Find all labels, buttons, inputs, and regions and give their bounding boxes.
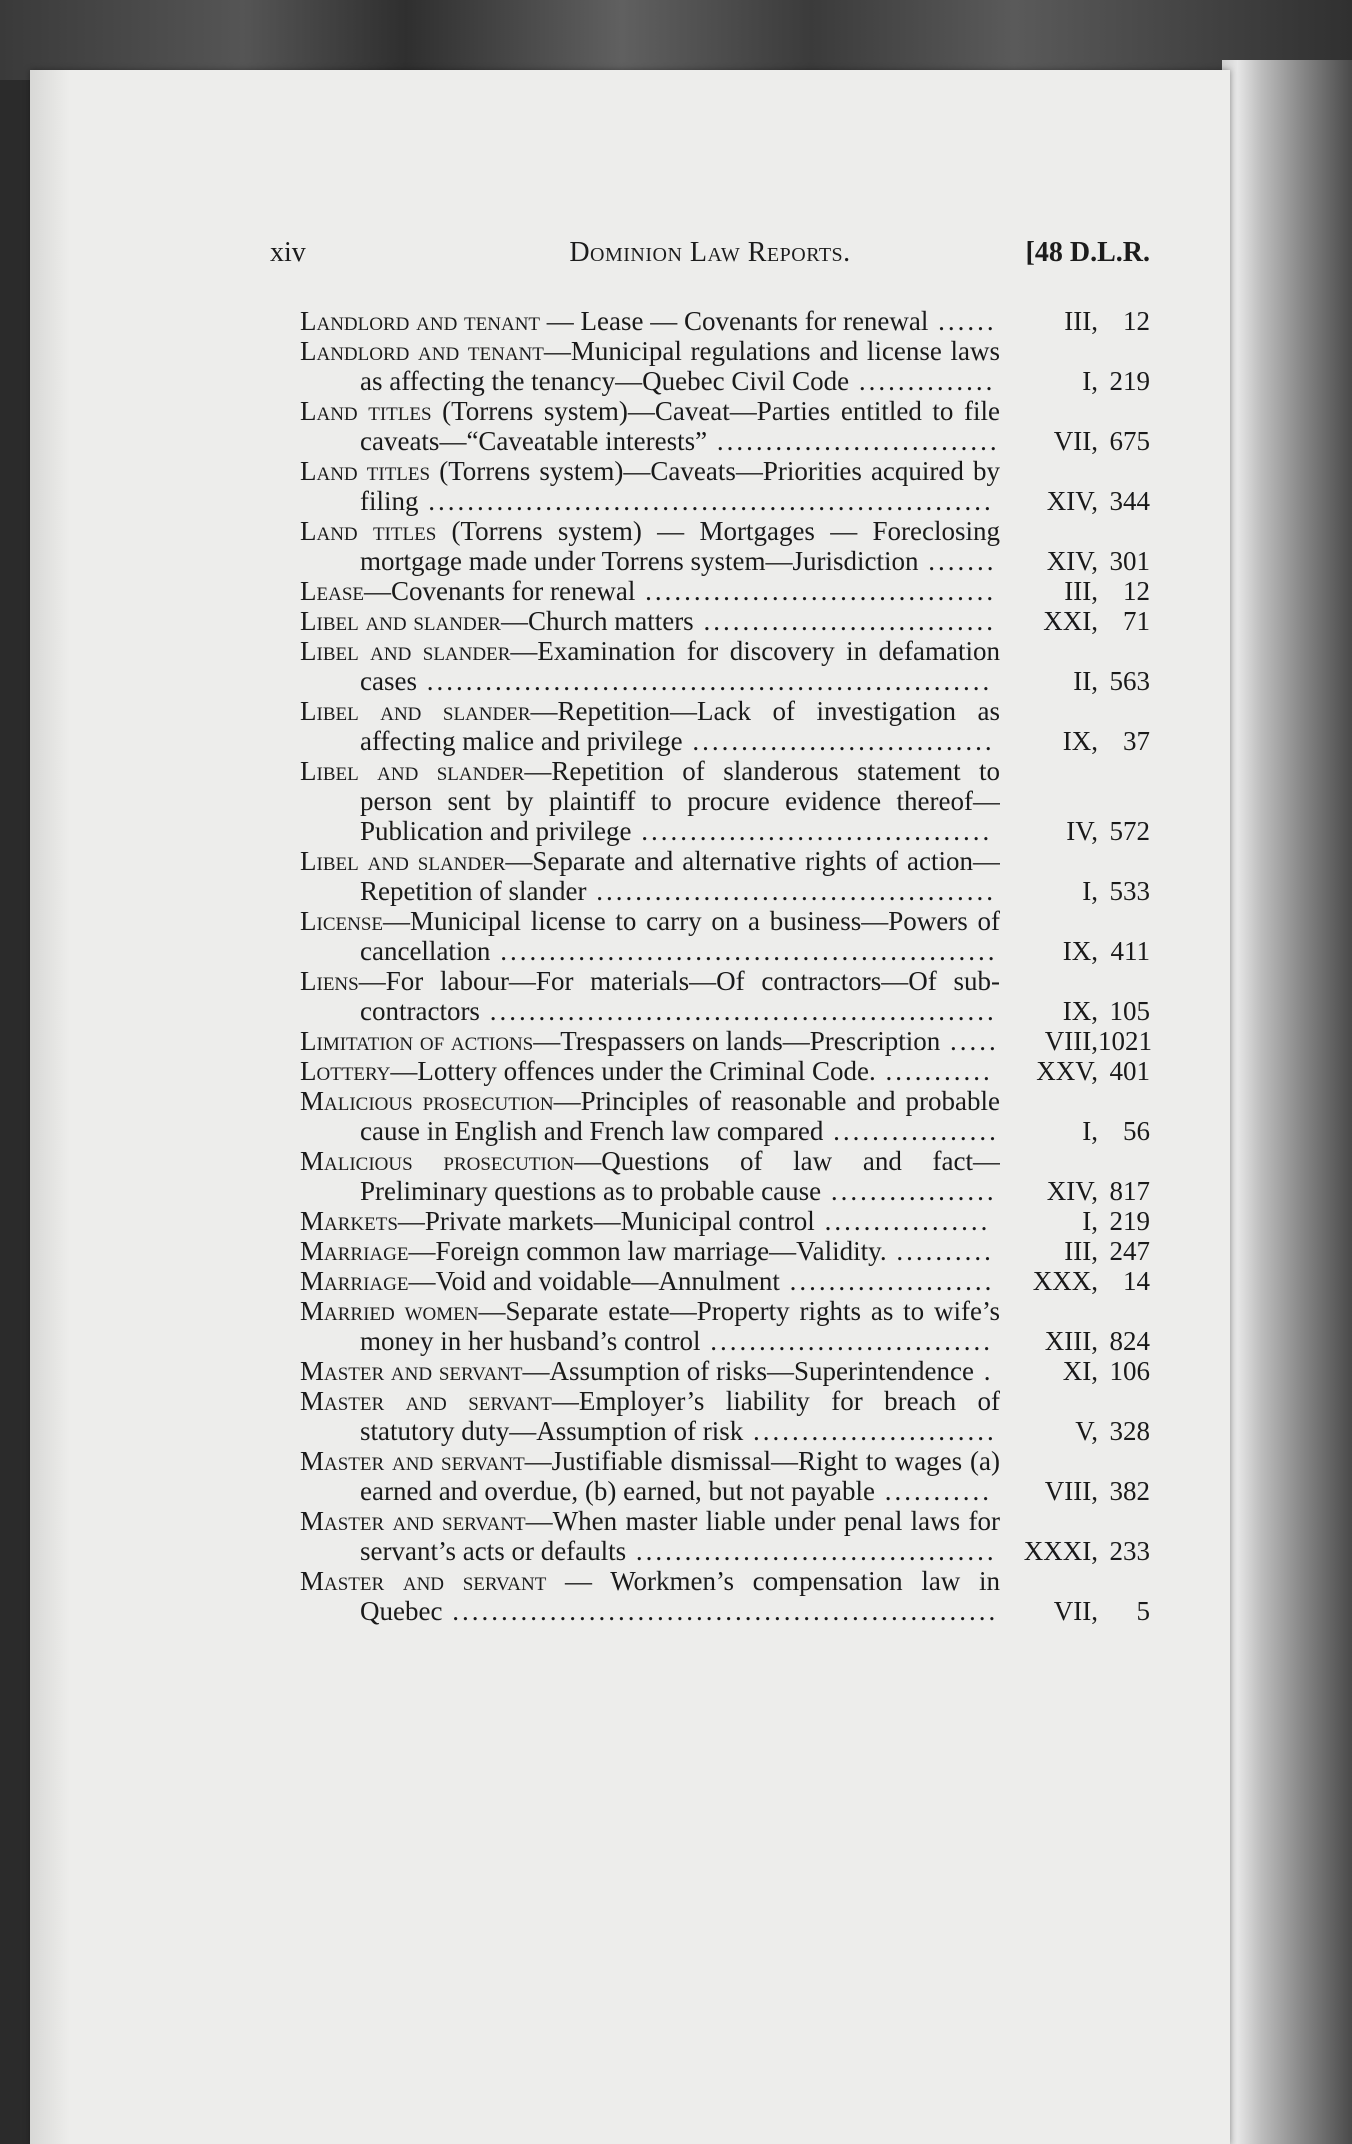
entry-text — [300, 1566, 1000, 1626]
entry-reference — [1000, 366, 1150, 396]
index-entry — [300, 906, 1150, 966]
entry-reference — [1000, 1326, 1150, 1356]
reference-volume: VII, — [1053, 426, 1098, 456]
reference-volume: III, — [1064, 306, 1098, 336]
reference-volume: I, — [1082, 366, 1098, 396]
running-title: Dominion Law Reports. — [569, 237, 851, 268]
dot-leader: ........... — [875, 1056, 993, 1086]
dot-leader: ............................... — [682, 726, 995, 756]
dot-leader: .................................................... — [479, 996, 997, 1026]
entry-reference — [1000, 1056, 1150, 1086]
reference-volume: I, — [1082, 1206, 1098, 1236]
entry-heading: Land titles — [300, 456, 431, 486]
page-number: xiv — [270, 237, 306, 268]
entry-text — [300, 1086, 1000, 1146]
reference-page: 14 — [1123, 1266, 1150, 1296]
entry-reference — [1000, 666, 1150, 696]
entry-description: —Repetition—Lack of investigation as affecting malice and privilege — [360, 696, 1000, 756]
index-entry — [300, 1296, 1150, 1356]
entry-heading: Libel and slander — [300, 846, 506, 876]
dot-leader: ........... — [875, 1476, 993, 1506]
entry-description: — Workmen’s compensation law in Quebec — [360, 1566, 1000, 1626]
entry-text — [300, 966, 1000, 1026]
dot-leader: ................. — [814, 1206, 991, 1236]
entry-description: —Municipal license to carry on a business—Powers of cancellation — [360, 906, 1000, 966]
reference-page: 71 — [1123, 606, 1150, 636]
entry-text — [300, 456, 1000, 516]
dot-leader: .................................... — [631, 816, 993, 846]
dot-leader: ..................................... — [626, 1536, 997, 1566]
reference-volume: XIV, — [1046, 1176, 1098, 1206]
reference-volume: VII, — [1053, 1596, 1098, 1626]
entry-heading: Malicious prosecution — [300, 1146, 575, 1176]
entry-text — [300, 336, 1000, 396]
entry-heading: Master and servant — [300, 1446, 525, 1476]
index-entry — [300, 1446, 1150, 1506]
entry-reference — [1000, 426, 1150, 456]
reference-volume: IX, — [1062, 996, 1098, 1026]
entry-description: —Examination for discovery in defamation cases — [360, 636, 1000, 696]
reference-page: 328 — [1109, 1416, 1150, 1446]
entry-reference — [1000, 726, 1150, 756]
entry-heading: Libel and slander — [300, 606, 501, 636]
index-entry — [300, 1566, 1150, 1626]
entry-description: (Torrens system)—Caveats—Priorities acquired by filing — [360, 456, 1000, 516]
dot-leader: ................. — [823, 1116, 999, 1146]
entry-reference — [1000, 1236, 1150, 1266]
reference-page: 247 — [1109, 1236, 1150, 1266]
entry-description: —Covenants for renewal — [364, 576, 636, 606]
reference-page: 219 — [1109, 1206, 1150, 1236]
reference-volume: III, — [1064, 576, 1098, 606]
entry-heading: Master and servant — [300, 1386, 552, 1416]
entry-reference — [1000, 1596, 1150, 1626]
index-entry — [300, 1266, 1150, 1296]
reference-page: 824 — [1109, 1326, 1150, 1356]
entry-text — [300, 576, 1000, 606]
reference-volume: I, — [1082, 876, 1098, 906]
entry-description: —Justifiable dismissal—Right to wages (a) earned and overdue, (b) earned, but not payable — [360, 1446, 1000, 1506]
index-entry — [300, 696, 1150, 756]
entry-description: —Trespassers on lands—Prescription — [533, 1026, 941, 1056]
entry-reference — [1000, 486, 1150, 516]
entry-text — [300, 1206, 1000, 1236]
reference-page: 572 — [1109, 816, 1150, 846]
reference-volume: VIII, — [1044, 1026, 1098, 1056]
entry-heading: Married women — [300, 1296, 479, 1326]
entry-text — [300, 306, 1000, 336]
reference-page: 1021 — [1098, 1026, 1152, 1056]
index-entry — [300, 456, 1150, 516]
entry-description: —Private markets—Municipal control — [397, 1206, 815, 1236]
reference-page: 411 — [1110, 936, 1150, 966]
entry-description: —Municipal regulations and license laws as affecting the tenancy—Quebec Civil Code — [360, 336, 1000, 396]
entry-reference — [1000, 1266, 1150, 1296]
entry-reference — [1000, 1116, 1150, 1146]
entry-description: — Lease — Covenants for renewal — [540, 306, 929, 336]
dot-leader: ............................. — [700, 1326, 993, 1356]
entry-reference — [1000, 1026, 1150, 1056]
entry-text — [300, 1026, 1000, 1056]
index-entry — [300, 1356, 1150, 1386]
reference-page: 106 — [1109, 1356, 1150, 1386]
dot-leader: ....... — [918, 546, 997, 576]
reference-page: 12 — [1123, 306, 1150, 336]
entry-description: —Separate estate—Property rights as to wife’s money in her husband’s control — [360, 1296, 1000, 1356]
reference-volume: V, — [1075, 1416, 1098, 1446]
entry-description: (Torrens system)—Caveat—Parties entitled to file caveats—“Caveatable interests” — [360, 396, 1000, 456]
reference-page: 105 — [1109, 996, 1150, 1026]
index-entry — [300, 1056, 1150, 1086]
reference-volume: XI, — [1062, 1356, 1098, 1386]
entry-reference — [1000, 306, 1150, 336]
reference-page: 344 — [1109, 486, 1150, 516]
entry-reference — [1000, 1356, 1150, 1386]
index-entry — [300, 396, 1150, 456]
entry-description: —When master liable under penal laws for servant’s acts or defaults — [360, 1506, 1000, 1566]
entry-heading: Landlord and tenant — [300, 306, 541, 336]
entry-heading: Libel and slander — [300, 696, 531, 726]
reference-volume: XXXI, — [1023, 1536, 1098, 1566]
entry-reference — [1000, 1176, 1150, 1206]
reference-volume: XIV, — [1046, 486, 1098, 516]
entry-heading: Land titles — [300, 396, 432, 426]
entry-text — [300, 906, 1000, 966]
reference-volume: II, — [1073, 666, 1098, 696]
dot-leader: .................................... — [635, 576, 997, 606]
dot-leader: .......... — [886, 1236, 994, 1266]
index-entry — [300, 1146, 1150, 1206]
entry-heading: Limitation of actions — [300, 1026, 534, 1056]
reference-volume: XXV, — [1036, 1056, 1098, 1086]
entry-text — [300, 1506, 1000, 1566]
entry-description: —Void and voidable—Annulment — [408, 1266, 780, 1296]
entry-text — [300, 636, 1000, 696]
dot-leader: .......................................................... — [416, 666, 993, 696]
reference-page: 12 — [1123, 576, 1150, 606]
dot-leader: ................................................... — [490, 936, 998, 966]
index-entry — [300, 1206, 1150, 1236]
entry-text — [300, 516, 1000, 576]
reference-volume: I, — [1082, 1116, 1098, 1146]
entry-description: —Separate and alternative rights of action—Repetition of slander — [360, 846, 1000, 906]
reference-page: 382 — [1109, 1476, 1150, 1506]
reference-volume: XXI, — [1043, 606, 1098, 636]
entry-text — [300, 606, 1000, 636]
entry-heading: Lease — [300, 576, 364, 606]
reference-page: 563 — [1109, 666, 1150, 696]
reference-page: 56 — [1123, 1116, 1150, 1146]
running-header — [270, 237, 1150, 277]
dot-leader: ..... — [940, 1026, 999, 1056]
index-entry — [300, 1506, 1150, 1566]
index-entry — [300, 846, 1150, 906]
index-entry — [300, 306, 1150, 336]
dot-leader: .......................................................... — [418, 486, 994, 516]
dot-leader: ...... — [928, 306, 997, 336]
dot-leader: ............................. — [707, 426, 1000, 456]
entry-description: —Church matters — [500, 606, 694, 636]
entry-text — [300, 1386, 1000, 1446]
entry-heading: Malicious prosecution — [300, 1086, 554, 1116]
entry-description: —Foreign common law marriage—Validity. — [408, 1236, 887, 1266]
entry-description: (Torrens system) — Mortgages — Foreclosing mortgage made under Torrens system—Jurisdiction — [360, 516, 1000, 576]
reference-page: 219 — [1109, 366, 1150, 396]
entry-reference — [1000, 576, 1150, 606]
reference-page: 533 — [1109, 876, 1150, 906]
entry-heading: Libel and slander — [300, 756, 525, 786]
index-entries — [300, 306, 1150, 1626]
page-gutter-shade — [30, 70, 70, 2144]
entry-heading: Land titles — [300, 516, 437, 546]
entry-heading: Master and servant — [300, 1356, 523, 1386]
reference-volume: IX, — [1062, 726, 1098, 756]
dot-leader: ......................... — [743, 1416, 997, 1446]
reference-volume: XXX, — [1032, 1266, 1098, 1296]
entry-heading: Liens — [300, 966, 359, 996]
index-entry — [300, 1236, 1150, 1266]
entry-text — [300, 1146, 1000, 1206]
entry-text — [300, 1236, 1000, 1266]
index-entry — [300, 1386, 1150, 1446]
entry-heading: Master and servant — [300, 1566, 547, 1596]
reference-page: 301 — [1109, 546, 1150, 576]
index-entry — [300, 336, 1150, 396]
entry-reference — [1000, 1416, 1150, 1446]
entry-description: —For labour—For materials—Of contractors—Of sub-contractors — [358, 966, 1000, 1026]
entry-text — [300, 396, 1000, 456]
reference-volume: XIV, — [1046, 546, 1098, 576]
dot-leader: ................. — [821, 1176, 997, 1206]
index-entry — [300, 636, 1150, 696]
reference-volume: III, — [1064, 1236, 1098, 1266]
reference-page: 37 — [1123, 726, 1150, 756]
entry-heading: Libel and slander — [300, 636, 511, 666]
entry-description: —Questions of law and fact—Preliminary questions as to probable cause — [360, 1146, 1000, 1206]
entry-heading: Marriage — [300, 1266, 409, 1296]
volume-reference: [48 D.L.R. — [1025, 237, 1150, 268]
dot-leader: . — [973, 1356, 994, 1386]
dot-leader: .............................. — [693, 606, 996, 636]
reference-volume: IX, — [1062, 936, 1098, 966]
dot-leader: .............. — [849, 366, 996, 396]
entry-heading: Master and servant — [300, 1506, 526, 1536]
entry-text — [300, 696, 1000, 756]
entry-text — [300, 1446, 1000, 1506]
dot-leader: ......................................... — [586, 876, 996, 906]
entry-heading: Lottery — [300, 1056, 391, 1086]
reference-page: 5 — [1136, 1596, 1150, 1626]
reference-page: 233 — [1109, 1536, 1150, 1566]
index-entry — [300, 1086, 1150, 1146]
scan-background-right — [1222, 60, 1352, 2144]
entry-text — [300, 1356, 1000, 1386]
entry-reference — [1000, 996, 1150, 1026]
entry-reference — [1000, 606, 1150, 636]
entry-text — [300, 1266, 1000, 1296]
entry-reference — [1000, 816, 1150, 846]
entry-reference — [1000, 936, 1150, 966]
entry-reference — [1000, 876, 1150, 906]
entry-heading: Marriage — [300, 1236, 409, 1266]
entry-reference — [1000, 546, 1150, 576]
entry-description: —Employer’s liability for breach of statutory duty—Assumption of risk — [360, 1386, 1000, 1446]
index-entry — [300, 756, 1150, 846]
entry-reference — [1000, 1476, 1150, 1506]
entry-text — [300, 1296, 1000, 1356]
index-entry — [300, 966, 1150, 1026]
entry-description: —Assumption of risks—Superintendence — [522, 1356, 974, 1386]
reference-volume: VIII, — [1044, 1476, 1098, 1506]
index-entry — [300, 516, 1150, 576]
reference-page: 401 — [1109, 1056, 1150, 1086]
reference-volume: XIII, — [1044, 1326, 1098, 1356]
reference-volume: IV, — [1066, 816, 1098, 846]
index-entry — [300, 1026, 1150, 1056]
index-entry — [300, 606, 1150, 636]
entry-heading: Markets — [300, 1206, 398, 1236]
entry-text — [300, 846, 1000, 906]
entry-text — [300, 756, 1000, 846]
entry-reference — [1000, 1206, 1150, 1236]
scan-background-top — [0, 0, 1352, 80]
reference-page: 675 — [1109, 426, 1150, 456]
entry-description: —Lottery offences under the Criminal Code. — [390, 1056, 876, 1086]
entry-description: —Principles of reasonable and probable cause in English and French law compared — [360, 1086, 1000, 1146]
entry-heading: License — [300, 906, 383, 936]
entry-reference — [1000, 1536, 1150, 1566]
entry-description: —Repetition of slanderous statement to person sent by plaintiff to procure evidence thereof—Publication and privilege — [360, 756, 1000, 846]
reference-page: 817 — [1109, 1176, 1150, 1206]
entry-text — [300, 1056, 1000, 1086]
entry-heading: Landlord and tenant — [300, 336, 544, 366]
dot-leader: ........................................................ — [442, 1596, 999, 1626]
dot-leader: ..................... — [779, 1266, 995, 1296]
index-entry — [300, 576, 1150, 606]
